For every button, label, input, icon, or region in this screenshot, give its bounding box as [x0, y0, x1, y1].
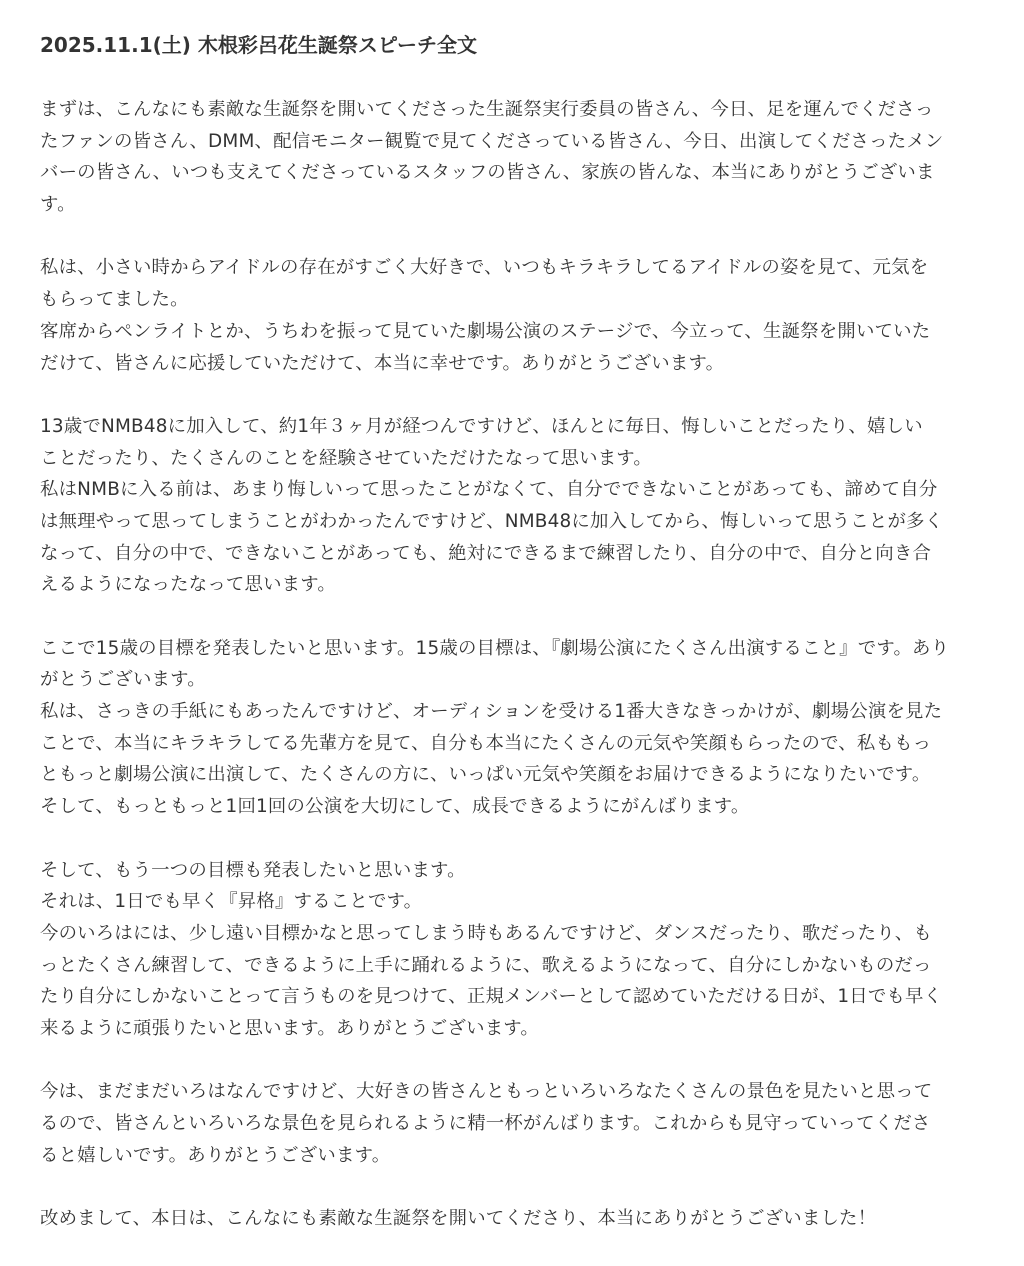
- text-line: なって、自分の中で、できないことがあっても、絶対にできるまで練習したり、自分の中で、自分と向き合: [40, 542, 932, 564]
- text-line: そして、もっともっと1回1回の公演を大切にして、成長できるようにがんばります。: [40, 796, 750, 818]
- paragraph: [40, 252, 1000, 379]
- text-line: だけて、皆さんに応援していただけて、本当に幸せです。ありがとうございます。: [40, 352, 725, 374]
- text-line: るので、皆さんといろいろな景色を見られるように精一杯がんばります。これからも見守っていってくださ: [40, 1113, 931, 1134]
- text-line: す。: [40, 194, 76, 216]
- text-line: もらってました。: [40, 289, 189, 311]
- text-line: ことだったり、たくさんのことを経験させていただけたなって思います。: [40, 447, 653, 469]
- text-line: ともっと劇場公演に出演して、たくさんの方に、いっぱい元気や笑顔をお届けできるようになりたいです。: [40, 764, 931, 786]
- text-line: は無理やって思ってしまうことがわかったんですけど、NMB48に加入してから、悔しいって思うことが多く: [40, 510, 944, 532]
- text-line: 私は、さっきの手紙にもあったんですけど、オーディションを受ける1番大きなきっかけが、劇場公演を見た: [40, 701, 943, 723]
- text-line: たり自分にしかないことって言うものを見つけて、正規メンバーとして認めていただける日が、1日でも早く: [40, 986, 943, 1008]
- text-line: えるようになったなって思います。: [40, 574, 336, 596]
- text-line: ると嬉しいです。ありがとうございます。: [40, 1144, 391, 1166]
- speech-body: [40, 94, 1000, 1266]
- text-line: それは、1日でも早く『昇格』することです。: [40, 891, 423, 913]
- paragraph: [40, 94, 1000, 221]
- paragraph: [40, 411, 1000, 601]
- text-line: ことで、本当にキラキラしてる先輩方を見て、自分も本当にたくさんの元気や笑顔もらったので、私ももっ: [40, 732, 932, 754]
- text-line: 改めまして、本日は、こんなにも素敵な生誕祭を開いてくださり、本当にありがとうございました！: [40, 1208, 877, 1230]
- text-line: 私はNMBに入る前は、あまり悔しいって思ったことがなくて、自分でできないことがあっても、諦めて自分: [40, 479, 938, 501]
- text-line: そして、もう一つの目標も発表したいと思います。: [40, 859, 466, 881]
- page-title: 2025.11.1(土) 木根彩呂花生誕祭スピーチ全文: [40, 33, 478, 57]
- paragraph: [40, 855, 1000, 1045]
- paragraph: [40, 1076, 1000, 1171]
- text-line: っとたくさん練習して、できるように上手に踊れるように、歌えるようになって、自分にしかないものだっ: [40, 954, 932, 976]
- text-line: 今のいろはには、少し遠い目標かなと思ってしまう時もあるんですけど、ダンスだったり、歌だったり、も: [40, 922, 932, 944]
- text-line: まずは、こんなにも素敵な生誕祭を開いてくださった生誕祭実行委員の皆さん、今日、足を運んでくださっ: [40, 99, 934, 120]
- text-line: 今は、まだまだいろはなんですけど、大好きの皆さんともっといろいろなたくさんの景色を見たいと思って: [40, 1081, 933, 1103]
- text-line: がとうございます。: [40, 669, 206, 691]
- text-line: 私は、小さい時からアイドルの存在がすごく大好きで、いつもキラキラしてるアイドルの姿を見て、元気を: [40, 257, 929, 279]
- text-line: ここで15歳の目標を発表したいと思います。15歳の目標は、『劇場公演にたくさん出演すること』です。あり: [40, 637, 950, 659]
- text-line: たファンの皆さん、DMM、配信モニター観覧で見てくださっている皆さん、今日、出演してくださったメン: [40, 130, 944, 152]
- paragraph: [40, 633, 1000, 823]
- text-line: 来るように頑張りたいと思います。ありがとうございます。: [40, 1017, 540, 1039]
- text-line: 客席からペンライトとか、うちわを振って見ていた劇場公演のステージで、今立って、生誕祭を開いていた: [40, 320, 931, 342]
- text-line: 13歳でNMB48に加入して、約1年３ヶ月が経つんですけど、ほんとに毎日、悔しいことだったり、嬉しい: [40, 415, 923, 437]
- paragraph: [40, 1203, 1000, 1235]
- text-line: バーの皆さん、いつも支えてくださっているスタッフの皆さん、家族の皆んな、本当にありがとうございま: [40, 162, 935, 184]
